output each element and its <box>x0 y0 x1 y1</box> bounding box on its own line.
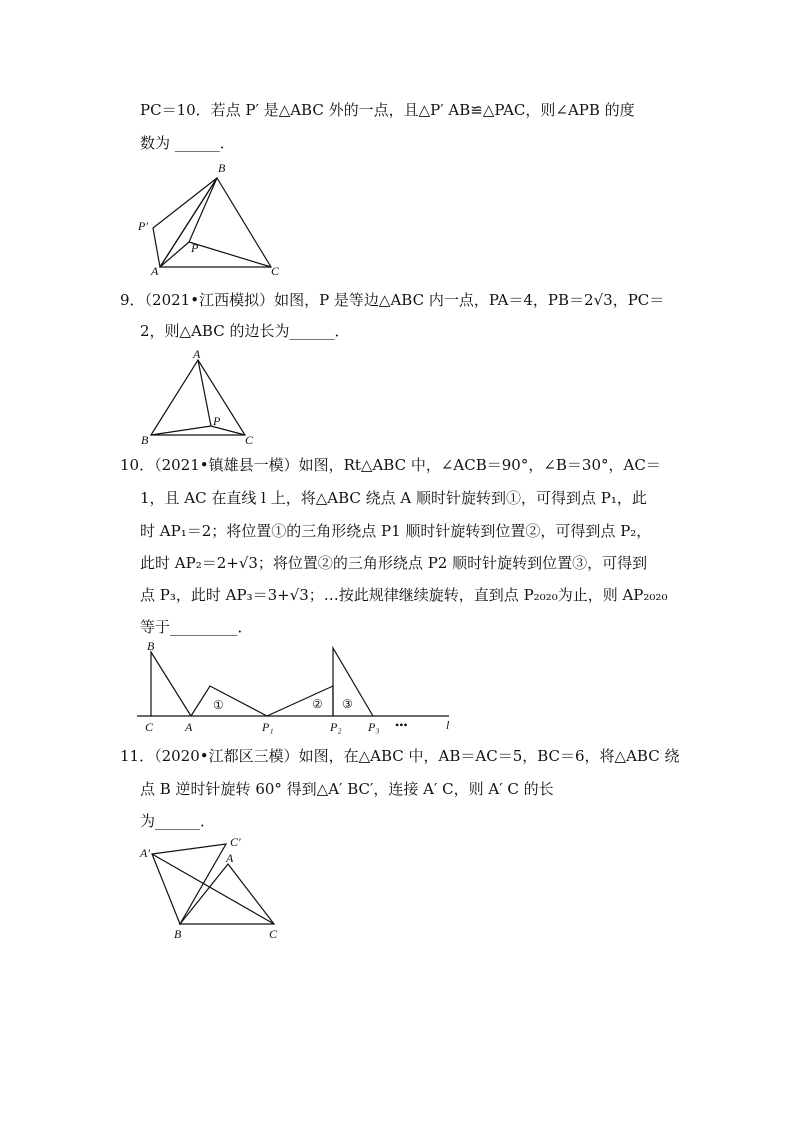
q8-label-p: P <box>191 241 199 255</box>
q9-label-a: A <box>193 347 201 361</box>
q10-figure <box>137 638 467 738</box>
q10-triangle-1 <box>191 686 267 716</box>
q11-label-c: C <box>269 927 278 941</box>
q10-label-b: B <box>147 639 155 653</box>
q11-text-line-1: 11．（2020•江都区三模）如图，在△ABC 中，AB＝AC＝5，BC＝6，将△ABC 绕 <box>120 747 680 765</box>
q11-label-aprime: A′ <box>140 846 150 860</box>
q8-label-pprime: P′ <box>138 219 148 233</box>
q10-triangle-2 <box>267 686 333 716</box>
q10-label-circle-1: ① <box>213 698 224 712</box>
q8-segment-pb <box>189 178 217 242</box>
q11-triangle-abc <box>180 864 274 924</box>
q11-label-a: A <box>226 851 234 865</box>
q8-segment-a-b-inner <box>160 178 217 267</box>
q8-triangle-abc <box>160 178 271 267</box>
q10-label-p1: P₁ <box>262 720 274 734</box>
q10-label-c: C <box>145 720 154 734</box>
q10-label-p2: P₂ <box>330 720 342 734</box>
q8-figure <box>135 160 295 278</box>
q9-label-p: P <box>213 414 221 428</box>
q8-text-line-1: PC＝10．若点 P′ 是△ABC 外的一点，且△P′ AB≌△PAC，则∠APB 的度 <box>140 101 635 119</box>
q11-segment-aprime-c <box>152 854 274 924</box>
q10-label-dots: ••• <box>395 718 408 732</box>
q9-label-b: B <box>141 433 149 447</box>
q10-text-line-6: 等于_________． <box>140 618 253 636</box>
q10-label-a: A <box>185 720 193 734</box>
q8-label-a: A <box>151 264 159 278</box>
q10-text-line-1: 10．（2021•镇雄县一模）如图，Rt△ABC 中，∠ACB＝90°，∠B＝30°，AC＝ <box>120 456 661 474</box>
q10-text-line-3: 时 AP₁＝2；将位置①的三角形绕点 P1 顺时针旋转到位置②，可得到点 P₂， <box>140 522 652 540</box>
q8-text-line-2: 数为 ______． <box>140 134 235 152</box>
q10-triangle-3 <box>333 648 373 716</box>
q9-segment-pb <box>151 426 211 435</box>
q8-label-b: B <box>218 161 226 175</box>
q9-label-c: C <box>245 433 254 447</box>
q8-segment-pa <box>160 242 189 267</box>
q11-figure <box>138 832 298 942</box>
q8-label-c: C <box>271 264 280 278</box>
q10-text-line-4: 此时 AP₂＝2+√3；将位置②的三角形绕点 P2 顺时针旋转到位置③，可得到 <box>140 554 648 572</box>
q11-text-line-3: 为______． <box>140 812 216 830</box>
q10-label-l: l <box>446 718 450 732</box>
q9-figure <box>135 347 265 447</box>
q11-label-cprime: C′ <box>230 835 241 849</box>
q10-text-line-2: 1，且 AC 在直线 l 上，将△ABC 绕点 A 顺时针旋转到①，可得到点 P₁，此 <box>140 489 647 507</box>
q9-text-line-1: 9．（2021•江西模拟）如图，P 是等边△ABC 内一点，PA＝4，PB＝2√3，PC＝ <box>120 291 665 309</box>
q11-label-b: B <box>174 927 182 941</box>
q8-triangle-pprime-ab <box>153 178 217 267</box>
q10-triangle-original <box>151 652 191 716</box>
q9-triangle-abc <box>151 360 245 435</box>
q10-label-p3: P₃ <box>368 720 380 734</box>
q11-text-line-2: 点 B 逆时针旋转 60° 得到△A′ BC′，连接 A′ C，则 A′ C 的长 <box>140 780 554 798</box>
q10-text-line-5: 点 P₃，此时 AP₃＝3+√3；…按此规律继续旋转，直到点 P₂₀₂₀为止，则 AP₂₀₂₀ <box>140 586 668 604</box>
q9-text-line-2: 2，则△ABC 的边长为______． <box>140 322 350 340</box>
q10-label-circle-3: ③ <box>342 697 353 711</box>
q10-label-circle-2: ② <box>312 697 323 711</box>
